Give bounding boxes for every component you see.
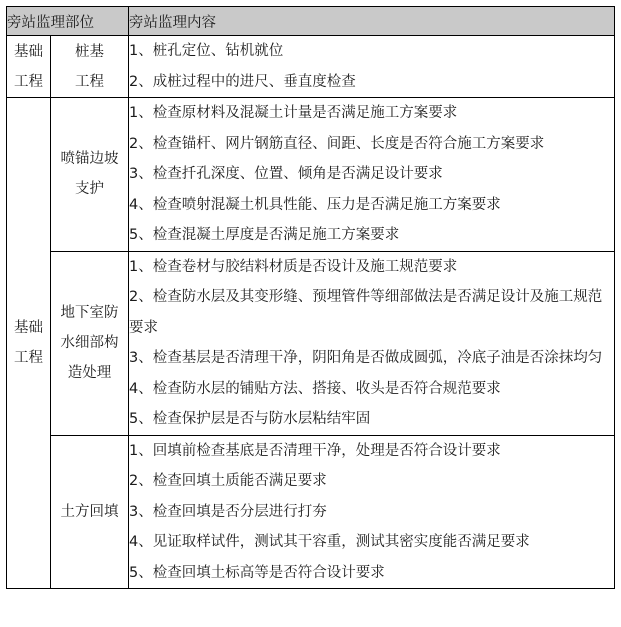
- table-row: [7, 435, 615, 589]
- category-line: 基础: [14, 320, 43, 336]
- content-item: 5、检查回填土标高等是否符合设计要求: [129, 564, 385, 581]
- subproject-line: 桩基: [75, 43, 104, 60]
- subproject-line: 造处理: [67, 365, 112, 381]
- category-cell: [7, 98, 51, 589]
- subproject-line: 水细部构: [60, 335, 119, 351]
- content-item: 1、桩孔定位、钻机就位: [129, 43, 284, 59]
- subproject-cell: [51, 251, 129, 435]
- supervision-table: [6, 6, 615, 589]
- table-row: [7, 98, 615, 252]
- content-cell: [129, 36, 615, 98]
- content-item: 2、检查回填土质能否满足要求: [129, 473, 327, 489]
- subproject-line: 支护: [75, 181, 104, 198]
- header-content: 旁站监理内容: [129, 7, 615, 36]
- content-item: 3、检查扦孔深度、位置、倾角是否满足设计要求: [129, 166, 443, 182]
- content-item: 4、检查喷射混凝土机具性能、压力是否满足施工方案要求: [129, 196, 501, 213]
- content-item: 5、检查保护层是否与防水层粘结牢固: [129, 411, 371, 427]
- category-cell: [7, 36, 51, 98]
- subproject-line: 工程: [75, 73, 104, 90]
- table-row: [7, 36, 615, 98]
- subproject-line: 土方回填: [60, 503, 119, 520]
- header-location: 旁站监理部位: [7, 7, 129, 36]
- content-item: 2、成桩过程中的进尺、垂直度检查: [129, 73, 356, 90]
- category-line: 工程: [14, 73, 43, 90]
- content-item: 1、回填前检查基底是否清理干净，处理是否符合设计要求: [129, 442, 501, 459]
- content-item: 2、检查锚杆、网片钢筋直径、间距、长度是否符合施工方案要求: [129, 135, 545, 152]
- subproject-cell: [51, 435, 129, 589]
- content-item: 3、检查回填是否分层进行打夯: [129, 503, 327, 520]
- subproject-cell: [51, 36, 129, 98]
- content-item: 4、见证取样试件，测试其干容重，测试其密实度能否满足要求: [129, 534, 530, 550]
- content-cell: [129, 98, 615, 252]
- header-row: [7, 7, 615, 36]
- content-item: 2、检查防水层及其变形缝、预埋管件等细部做法是否满足设计及施工规范要求: [129, 289, 603, 336]
- content-item: 1、检查卷材与胶结料材质是否设计及施工规范要求: [129, 258, 458, 275]
- subproject-cell: [51, 98, 129, 252]
- subproject-line: 地下室防: [60, 305, 119, 321]
- category-line: 工程: [14, 350, 43, 366]
- subproject-line: 喷锚边坡: [60, 151, 119, 168]
- content-cell: [129, 251, 615, 435]
- content-cell: [129, 435, 615, 589]
- content-item: 4、检查防水层的铺贴方法、搭接、收头是否符合规范要求: [129, 380, 501, 397]
- table-row: [7, 251, 615, 435]
- category-line: 基础: [14, 43, 43, 60]
- content-item: 5、检查混凝土厚度是否满足施工方案要求: [129, 227, 400, 243]
- content-item: 3、检查基层是否清理干净，阴阳角是否做成圆弧，冷底子油是否涂抹均匀: [129, 350, 603, 366]
- content-item: 1、检查原材料及混凝土计量是否满足施工方案要求: [129, 105, 458, 121]
